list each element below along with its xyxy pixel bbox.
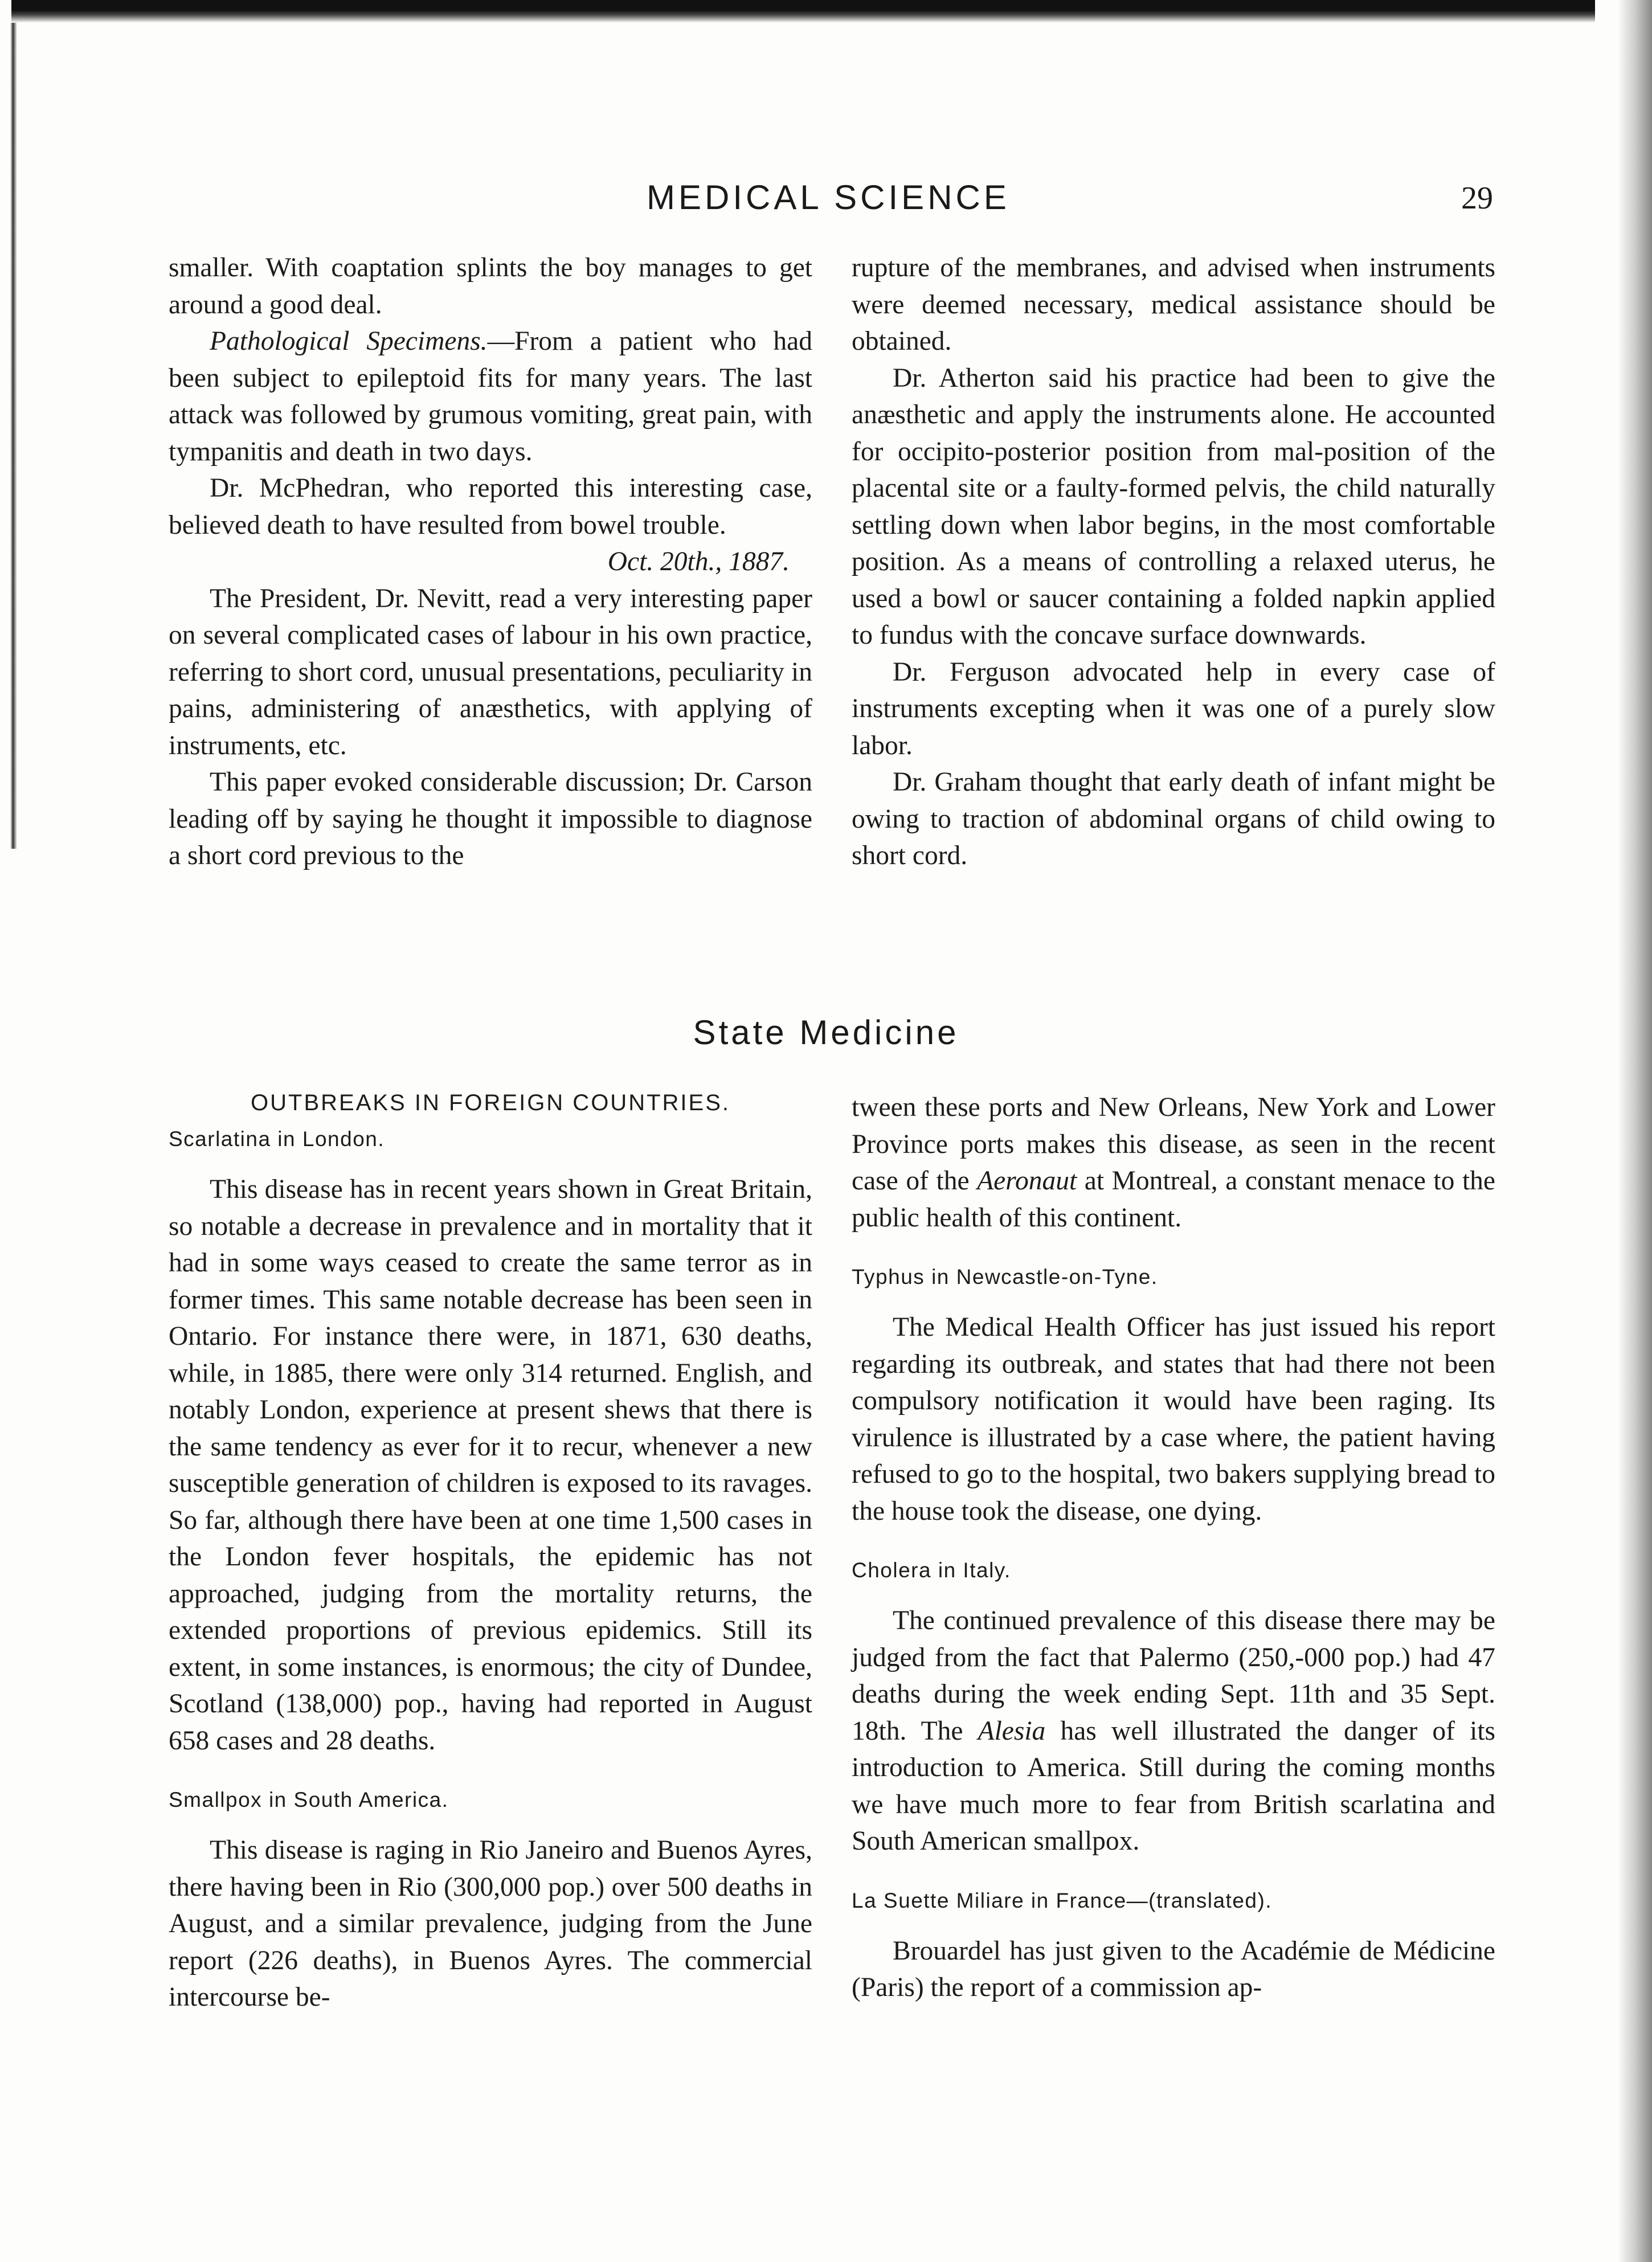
paragraph: rupture of the membranes, and advised when instruments were deemed necessary, medical assistance should be obtained. [852,253,1495,356]
paragraph: This disease is raging in Rio Janeiro and Buenos Ayres, there having been in Rio (300,000 pop.) over 500 deaths in August, and a similar prevalence, judging from the June report (226 deaths), in Buenos Ayres. The commercial intercourse be- [169,1835,812,2012]
date-line: Oct. 20th., 1887. [607,547,790,576]
topic-heading: Typhus in Newcastle-on-Tyne. [852,1265,1158,1289]
scan-edge-left [10,23,17,849]
paragraph: This paper evoked considerable discussion; Dr. Carson leading off by saying he thought it impossible to diagnose a short cord previous to the [169,767,812,870]
subsection-title: OUTBREAKS IN FOREIGN COUNTRIES. [251,1090,730,1115]
topic-heading: Smallpox in South America. [169,1788,449,1811]
paragraph: The continued prevalence of this disease there may be judged from the fact that Palermo (250,-000 pop.) had 47 deaths during the week ending Sept. 11th and 35 Sept. 18th. The Alesia has well illustrated the danger of its introduction to America. Still during the coming months we have much more to fear from British scarlatina and South American smallpox. [852,1606,1495,1856]
paragraph: The President, Dr. Nevitt, read a very interesting paper on several complicated cases of labour in his own practice, referring to short cord, unusual presentations, peculiarity in pains, administering of anæsthetics, with applying of instruments, etc. [169,583,812,760]
paragraph [169,323,812,470]
paragraph: This disease has in recent years shown in Great Britain, so notable a decrease in prevalence and in mortality that it had in some ways ceased to create the same terror as in former times. This same notable decrease has been seen in Ontario. For instance there were, in 1871, 630 deaths, while, in 1885, there were only 314 returned. English, and notably London, experience at present shews that there is the same tendency as ever for it to recur, whenever a new susceptible generation of children is exposed to its ravages. So far, although there have been at one time 1,500 cases in the London fever hospitals, the epidemic has not approached, judging from the mortality returns, the extended proportions of previous epidemics. Still its extent, in some instances, is enormous; the city of Dundee, Scotland (138,000) pop., having had reported in August 658 cases and 28 deaths. [169,1175,812,1756]
paragraph: Dr. Graham thought that early death of infant might be owing to traction of abdominal organs of child owing to short cord. [852,767,1495,870]
paragraph: Dr. McPhedran, who reported this interesting case, believed death to have resulted from bowel trouble. [169,473,812,540]
paragraph: Dr. Ferguson advocated help in every case of instruments excepting when it was one of a purely slow labor. [852,657,1495,760]
paragraph: Dr. Atherton said his practice had been to give the anæsthetic and apply the instruments alone. He accounted for occipito-posterior position from mal-position of the placental site or a faulty-formed pelvis, the child naturally settling down when labor begins, in the most comfortable position. As a means of controlling a relaxed uterus, he used a bowl or saucer containing a folded napkin applied to fundus with the concave surface downwards. [852,363,1495,650]
paragraph: smaller. With coaptation splints the boy manages to get around a good deal. [169,253,812,320]
section-title: State Medicine [693,1013,959,1052]
state-medicine-left-column [169,1087,812,2016]
scan-edge-top [11,0,1595,23]
scan-edge-right [1618,0,1652,2262]
paragraph-text: —From a patient who had been subject to epileptoid fits for many years. The last attack was followed by grumous vomiting, great pain, with tympanitis and death in two days. [169,326,812,467]
paragraph: Brouardel has just given to the Académie de Médicine (Paris) the report of a commission ap- [852,1936,1495,2002]
italic-heading: Pathological Specimens. [210,326,488,356]
topic-heading: Scarlatina in London. [169,1127,385,1151]
topic-heading: La Suette Miliare in France—(translated). [852,1888,1273,1912]
ship-name: Alesia [978,1716,1046,1746]
topic-heading: Cholera in Italy. [852,1559,1011,1582]
upper-left-column [169,249,812,874]
paragraph: tween these ports and New Orleans, New York and Lower Province ports makes this disease, as seen in the recent case of the Aeronaut at Montreal, a constant menace to the public health of this continent. [852,1093,1495,1233]
ship-name: Aeronaut [977,1166,1077,1196]
page-number: 29 [1461,181,1493,216]
upper-right-column [852,249,1495,874]
running-title: MEDICAL SCIENCE [647,178,1010,216]
paragraph: The Medical Health Officer has just issued his report regarding its outbreak, and states that had there not been compulsory notification it would have been raging. Its virulence is illustrated by a case where, the patient having refused to go to the hospital, two bakers supplying bread to the house took the disease, one dying. [852,1312,1495,1526]
state-medicine-right-column [852,1089,1495,2006]
